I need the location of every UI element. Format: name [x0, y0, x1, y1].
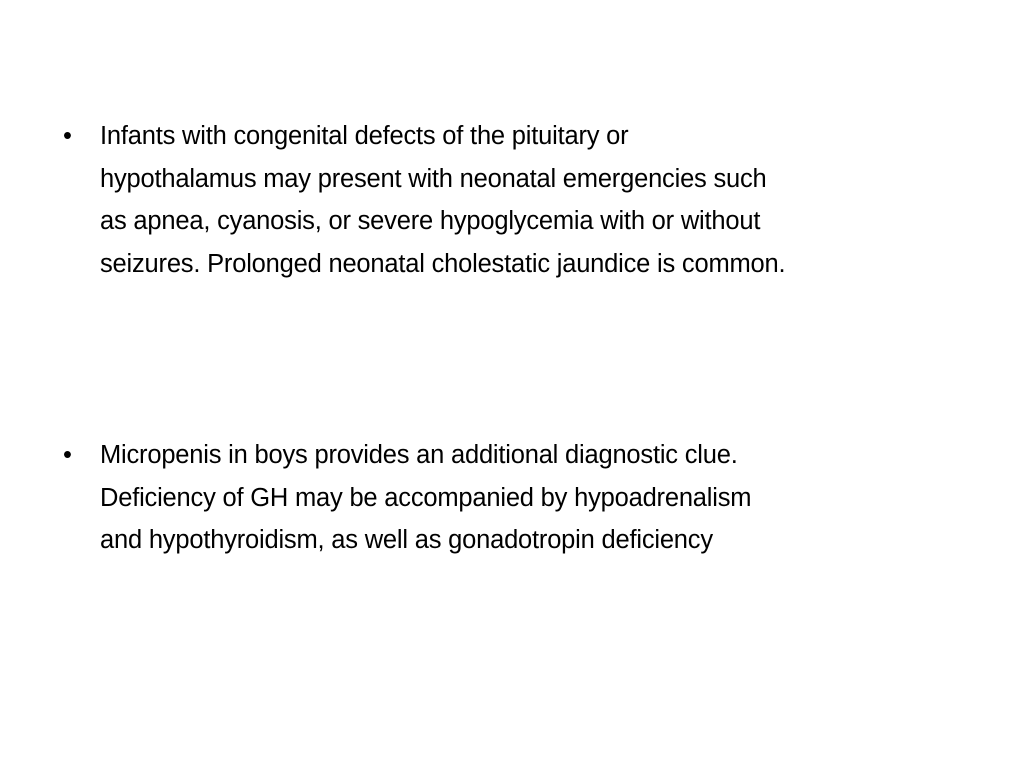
- bullet-item-infants: [63, 115, 963, 286]
- bullet-dot-icon: •: [63, 122, 72, 150]
- bullet-line: Infants with congenital defects of the pituitary or: [100, 122, 629, 150]
- bullet-text: [100, 434, 960, 562]
- bullet-line: seizures. Prolonged neonatal cholestatic jaundice is common.: [100, 250, 786, 279]
- bullet-text: [100, 115, 960, 286]
- bullet-line: hypothalamus may present with neonatal emergencies such: [100, 164, 767, 193]
- bullet-line: Micropenis in boys provides an additional diagnostic clue.: [100, 441, 738, 469]
- bullet-line: and hypothyroidism, as well as gonadotropin deficiency: [100, 526, 713, 555]
- bullet-line: Deficiency of GH may be accompanied by hypoadrenalism: [100, 483, 752, 512]
- bullet-line: as apnea, cyanosis, or severe hypoglycemia with or without: [100, 207, 761, 236]
- bullet-item-micropenis: [63, 434, 963, 562]
- bullet-dot-icon: •: [63, 441, 72, 469]
